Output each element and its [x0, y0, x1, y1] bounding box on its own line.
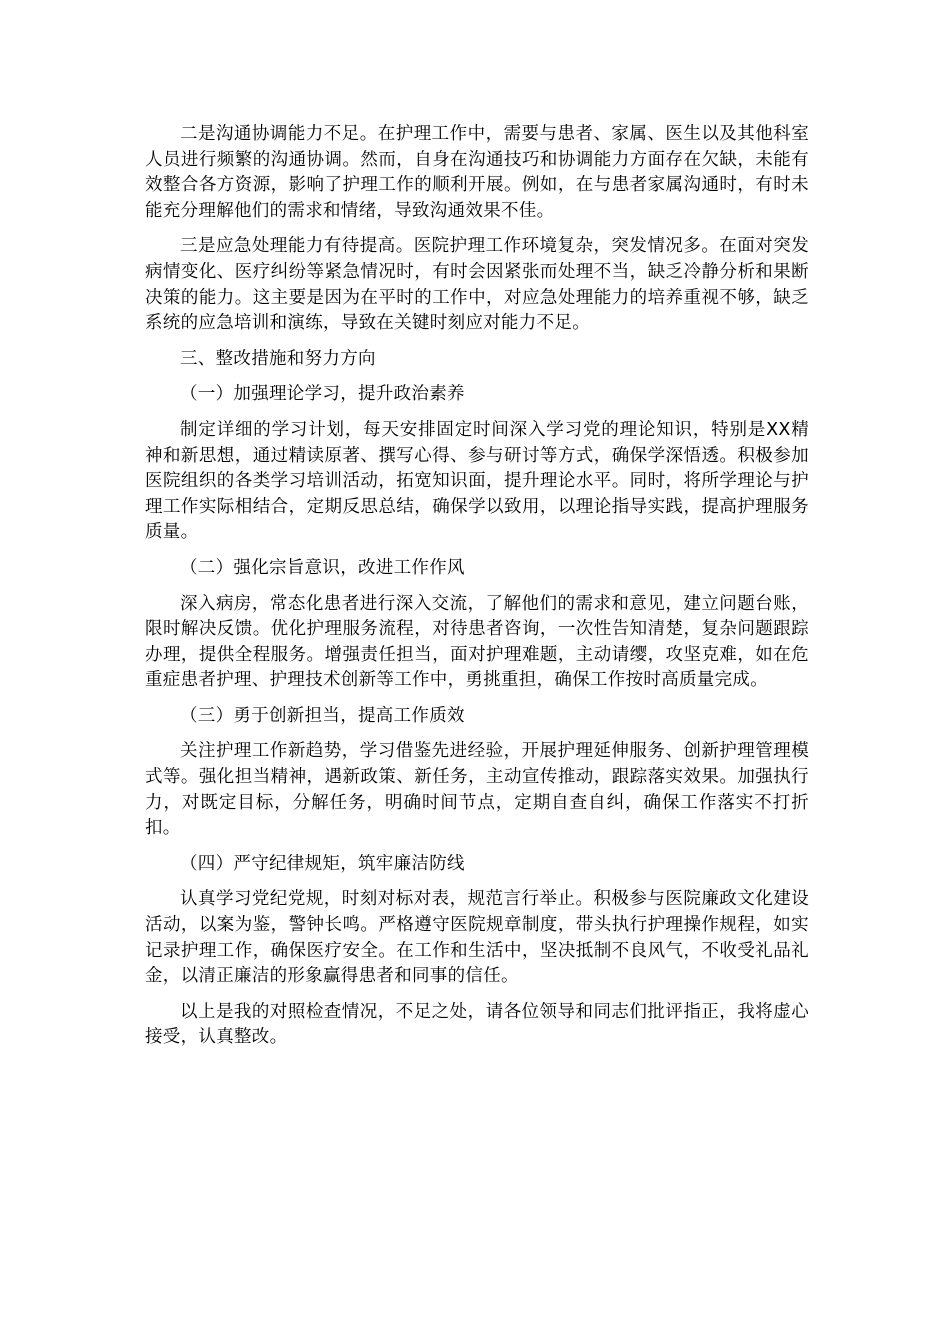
subheading-theory-study: （一）加强理论学习，提升政治素养 — [180, 384, 465, 405]
paragraph-emergency-weakness: 三是应急处理能力有待提高。医院护理工作环境复杂，突发情况多。在面对突发病情变化、医疗纠纷等紧急情况时，有时会因紧张而处理不当，缺乏冷静分析和果断决策的能力。这主要是因为在平时的工作中，对应急处理能力的培养重视不够，缺乏系统的应急培训和演练，导致在关键时刻应对能力不足。 — [145, 236, 809, 334]
paragraph-theory-study: 制定详细的学习计划，每天安排固定时间深入学习党的理论知识，特别是XX精神和新思想，通过精读原著、撰写心得、参与研讨等方式，确保学深悟透。积极参加医院组织的各类学习培训活动，拓宽知识面，提升理论水平。同时，将所学理论与护理工作实际相结合，定期反思总结，确保学以致用，以理论指导实践，提高护理服务质量。 — [145, 419, 809, 543]
section-heading-rectification: 三、整改措施和努力方向 — [180, 348, 376, 369]
subheading-discipline: （四）严守纪律规矩，筑牢廉洁防线 — [180, 853, 465, 874]
paragraph-innovation: 关注护理工作新趋势，学习借鉴先进经验，开展护理延伸服务、创新护理管理模式等。强化担当精神，遇新政策、新任务，主动宣传推动，跟踪落实效果。加强执行力，对既定目标，分解任务，明确时间节点，定期自查自纠，确保工作落实不打折扣。 — [145, 741, 809, 839]
paragraph-work-style: 深入病房，常态化患者进行深入交流，了解他们的需求和意见，建立问题台账，限时解决反馈。优化护理服务流程，对待患者咨询，一次性告知清楚，复杂问题跟踪办理，提供全程服务。增强责任担当，面对护理难题，主动请缨，攻坚克难，如在危重症患者护理、护理技术创新等工作中，勇挑重担，确保工作按时高质量完成。 — [145, 593, 809, 691]
paragraph-communication-weakness: 二是沟通协调能力不足。在护理工作中，需要与患者、家属、医生以及其他科室人员进行频繁的沟通协调。然而，自身在沟通技巧和协调能力方面存在欠缺，未能有效整合各方资源，影响了护理工作的顺利开展。例如，在与患者家属沟通时，有时未能充分理解他们的需求和情绪，导致沟通效果不佳。 — [145, 124, 809, 221]
subheading-innovation: （三）勇于创新担当，提高工作质效 — [180, 705, 465, 726]
document-body — [145, 122, 809, 1051]
paragraph-discipline: 认真学习党纪党规，时刻对标对表，规范言行举止。积极参与医院廉政文化建设活动，以案为鉴，警钟长鸣。严格遵守医院规章制度，带头执行护理操作规程，如实记录护理工作，确保医疗安全。在工作和生活中，坚决抵制不良风气，不收受礼品礼金，以清正廉洁的形象赢得患者和同事的信任。 — [145, 889, 809, 987]
paragraph-closing: 以上是我的对照检查情况，不足之处，请各位领导和同志们批评指正，我将虚心接受，认真整改。 — [145, 1001, 809, 1048]
subheading-work-style: （二）强化宗旨意识，改进工作作风 — [180, 557, 465, 578]
